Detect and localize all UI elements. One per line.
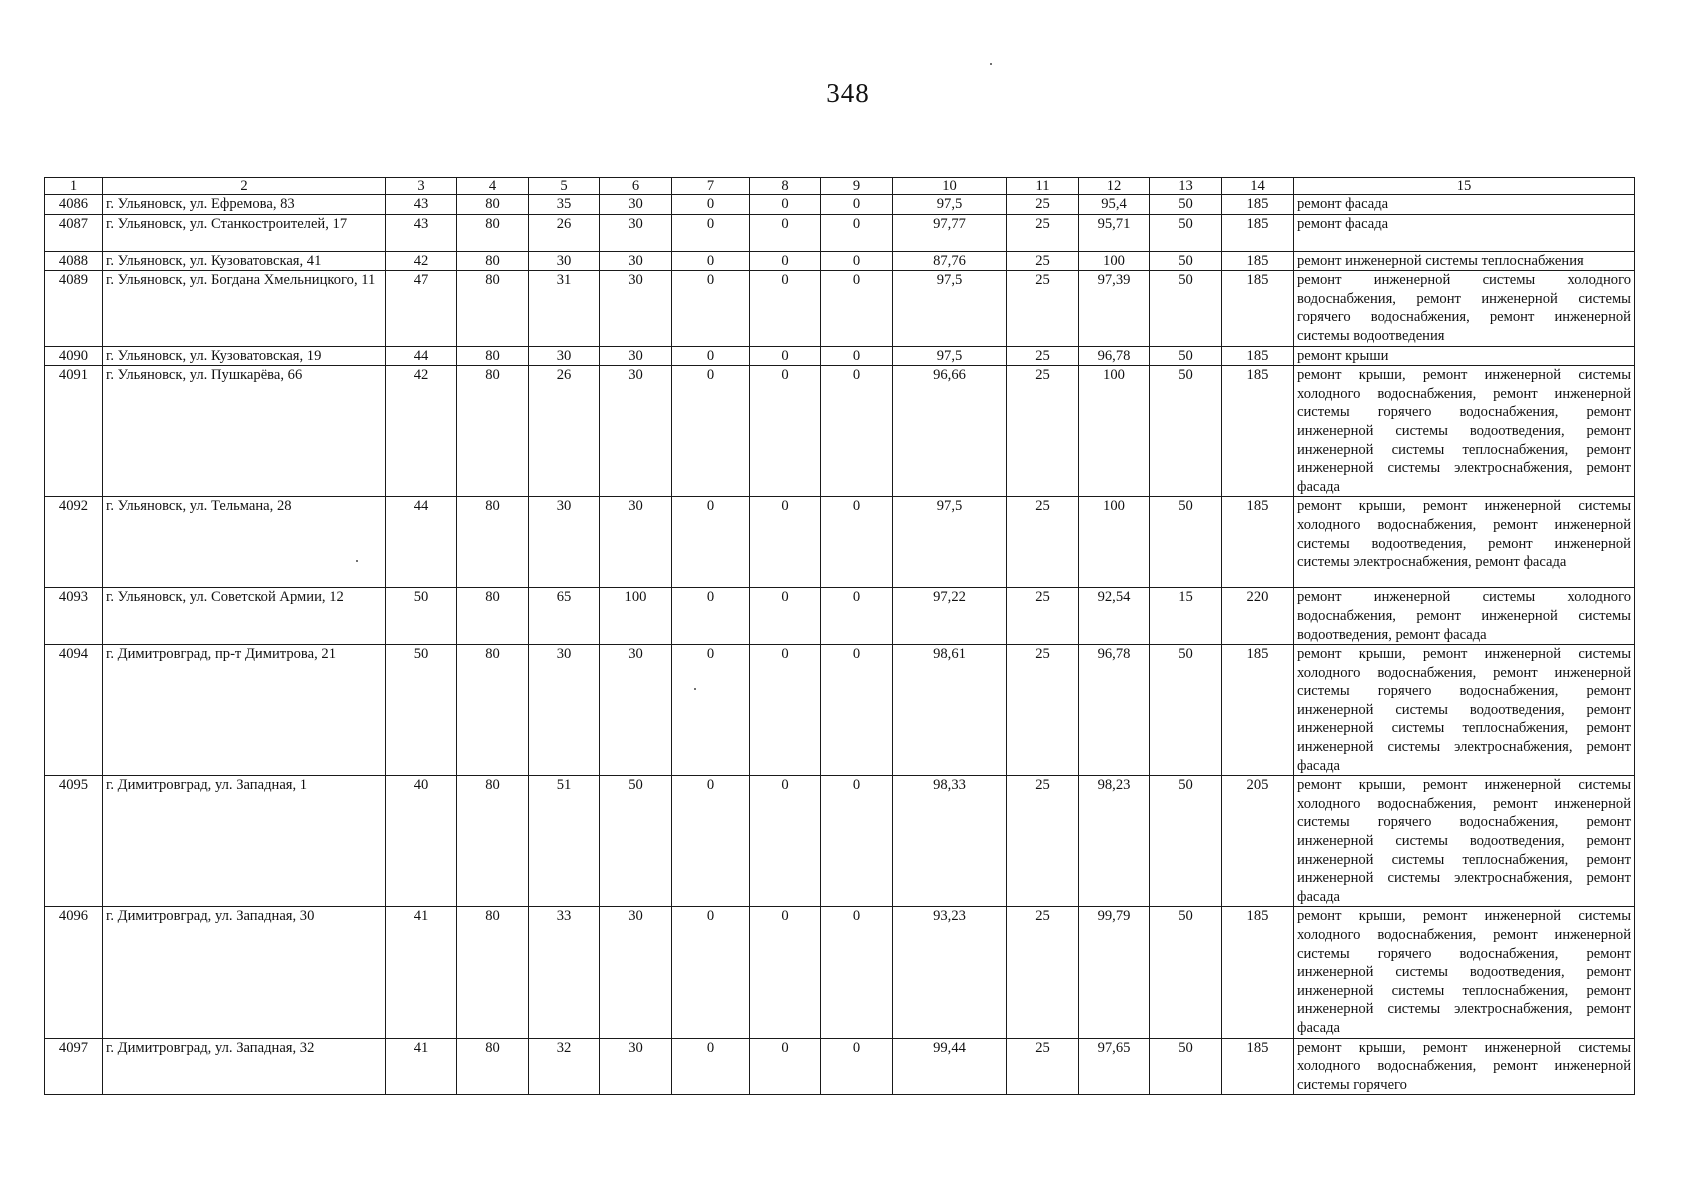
table-row bbox=[45, 776, 1635, 907]
value-cell: 0 bbox=[672, 366, 750, 497]
value-cell: 0 bbox=[821, 346, 893, 366]
value-cell: 98,61 bbox=[893, 645, 1007, 776]
value-cell: 185 bbox=[1222, 497, 1294, 588]
works-cell: ремонт крыши, ремонт инженерной системы холодного водоснабжения, ремонт инженерной системы горячего водоснабжения, ремонт инженерной системы водоотведения, ремонт инженерной системы теплоснабжения, ремонт инженерной системы электроснабжения, ремонт фасада bbox=[1294, 776, 1635, 907]
value-cell: 0 bbox=[672, 776, 750, 907]
value-cell: 0 bbox=[821, 776, 893, 907]
address-cell: г. Ульяновск, ул. Пушкарёва, 66 bbox=[103, 366, 386, 497]
value-cell: 96,78 bbox=[1079, 645, 1150, 776]
works-cell: ремонт крыши, ремонт инженерной системы холодного водоснабжения, ремонт инженерной системы горячего водоснабжения, ремонт инженерной системы водоотведения, ремонт инженерной системы теплоснабжения, ремонт инженерной системы электроснабжения, ремонт фасада bbox=[1294, 907, 1635, 1038]
value-cell: 50 bbox=[1150, 214, 1222, 251]
table-row bbox=[45, 195, 1635, 215]
works-cell: ремонт инженерной системы холодного водоснабжения, ремонт инженерной системы водоотведения, ремонт фасада bbox=[1294, 588, 1635, 645]
value-cell: 50 bbox=[1150, 1038, 1222, 1095]
value-cell: 25 bbox=[1007, 588, 1079, 645]
value-cell: 30 bbox=[600, 497, 672, 588]
value-cell: 30 bbox=[600, 195, 672, 215]
value-cell: 25 bbox=[1007, 271, 1079, 346]
value-cell: 0 bbox=[672, 214, 750, 251]
value-cell: 80 bbox=[457, 497, 529, 588]
header-cell: 9 bbox=[821, 178, 893, 195]
address-cell: г. Димитровград, ул. Западная, 30 bbox=[103, 907, 386, 1038]
row-number-cell: 4092 bbox=[45, 497, 103, 588]
repair-program-table bbox=[44, 177, 1635, 1095]
value-cell: 0 bbox=[750, 251, 821, 271]
value-cell: 0 bbox=[750, 214, 821, 251]
table-row bbox=[45, 588, 1635, 645]
value-cell: 30 bbox=[600, 214, 672, 251]
address-cell: г. Ульяновск, ул. Тельмана, 28 bbox=[103, 497, 386, 588]
value-cell: 97,5 bbox=[893, 195, 1007, 215]
value-cell: 97,5 bbox=[893, 346, 1007, 366]
works-cell: ремонт крыши bbox=[1294, 346, 1635, 366]
works-cell: ремонт крыши, ремонт инженерной системы холодного водоснабжения, ремонт инженерной системы горячего bbox=[1294, 1038, 1635, 1095]
value-cell: 44 bbox=[386, 497, 457, 588]
value-cell: 0 bbox=[821, 214, 893, 251]
row-number-cell: 4087 bbox=[45, 214, 103, 251]
header-cell: 5 bbox=[529, 178, 600, 195]
works-cell: ремонт инженерной системы теплоснабжения bbox=[1294, 251, 1635, 271]
address-cell: г. Димитровград, ул. Западная, 32 bbox=[103, 1038, 386, 1095]
header-cell: 8 bbox=[750, 178, 821, 195]
value-cell: 25 bbox=[1007, 645, 1079, 776]
value-cell: 80 bbox=[457, 588, 529, 645]
value-cell: 80 bbox=[457, 214, 529, 251]
value-cell: 80 bbox=[457, 346, 529, 366]
header-cell: 7 bbox=[672, 178, 750, 195]
value-cell: 97,39 bbox=[1079, 271, 1150, 346]
row-number-cell: 4097 bbox=[45, 1038, 103, 1095]
value-cell: 185 bbox=[1222, 907, 1294, 1038]
value-cell: 87,76 bbox=[893, 251, 1007, 271]
header-cell: 4 bbox=[457, 178, 529, 195]
value-cell: 0 bbox=[821, 251, 893, 271]
address-cell: г. Ульяновск, ул. Богдана Хмельницкого, 11 bbox=[103, 271, 386, 346]
value-cell: 0 bbox=[821, 588, 893, 645]
value-cell: 0 bbox=[750, 907, 821, 1038]
value-cell: 25 bbox=[1007, 195, 1079, 215]
value-cell: 185 bbox=[1222, 1038, 1294, 1095]
value-cell: 97,65 bbox=[1079, 1038, 1150, 1095]
value-cell: 51 bbox=[529, 776, 600, 907]
value-cell: 41 bbox=[386, 907, 457, 1038]
value-cell: 96,78 bbox=[1079, 346, 1150, 366]
row-number-cell: 4088 bbox=[45, 251, 103, 271]
value-cell: 31 bbox=[529, 271, 600, 346]
works-cell: ремонт крыши, ремонт инженерной системы холодного водоснабжения, ремонт инженерной системы горячего водоснабжения, ремонт инженерной системы водоотведения, ремонт инженерной системы теплоснабжения, ремонт инженерной системы электроснабжения, ремонт фасада bbox=[1294, 366, 1635, 497]
value-cell: 185 bbox=[1222, 271, 1294, 346]
value-cell: 0 bbox=[672, 588, 750, 645]
value-cell: 50 bbox=[1150, 346, 1222, 366]
value-cell: 80 bbox=[457, 776, 529, 907]
header-cell: 13 bbox=[1150, 178, 1222, 195]
value-cell: 205 bbox=[1222, 776, 1294, 907]
value-cell: 43 bbox=[386, 195, 457, 215]
table-row bbox=[45, 251, 1635, 271]
value-cell: 185 bbox=[1222, 346, 1294, 366]
address-cell: г. Димитровград, ул. Западная, 1 bbox=[103, 776, 386, 907]
value-cell: 100 bbox=[1079, 366, 1150, 497]
value-cell: 47 bbox=[386, 271, 457, 346]
value-cell: 0 bbox=[672, 1038, 750, 1095]
value-cell: 0 bbox=[750, 366, 821, 497]
value-cell: 40 bbox=[386, 776, 457, 907]
table-row bbox=[45, 907, 1635, 1038]
value-cell: 98,33 bbox=[893, 776, 1007, 907]
value-cell: 98,23 bbox=[1079, 776, 1150, 907]
value-cell: 0 bbox=[672, 645, 750, 776]
row-number-cell: 4095 bbox=[45, 776, 103, 907]
value-cell: 25 bbox=[1007, 497, 1079, 588]
value-cell: 92,54 bbox=[1079, 588, 1150, 645]
value-cell: 32 bbox=[529, 1038, 600, 1095]
header-cell: 12 bbox=[1079, 178, 1150, 195]
value-cell: 65 bbox=[529, 588, 600, 645]
table-row bbox=[45, 1038, 1635, 1095]
works-cell: ремонт фасада bbox=[1294, 195, 1635, 215]
value-cell: 0 bbox=[821, 645, 893, 776]
value-cell: 93,23 bbox=[893, 907, 1007, 1038]
value-cell: 50 bbox=[1150, 251, 1222, 271]
page-number: 348 bbox=[826, 78, 870, 108]
value-cell: 25 bbox=[1007, 346, 1079, 366]
header-cell: 2 bbox=[103, 178, 386, 195]
value-cell: 0 bbox=[821, 1038, 893, 1095]
value-cell: 0 bbox=[672, 195, 750, 215]
value-cell: 99,79 bbox=[1079, 907, 1150, 1038]
table-row bbox=[45, 366, 1635, 497]
value-cell: 0 bbox=[672, 346, 750, 366]
column-number-header-row bbox=[45, 178, 1635, 195]
value-cell: 185 bbox=[1222, 195, 1294, 215]
value-cell: 42 bbox=[386, 366, 457, 497]
value-cell: 44 bbox=[386, 346, 457, 366]
address-cell: г. Ульяновск, ул. Ефремова, 83 bbox=[103, 195, 386, 215]
header-cell: 11 bbox=[1007, 178, 1079, 195]
value-cell: 80 bbox=[457, 366, 529, 497]
value-cell: 0 bbox=[672, 907, 750, 1038]
value-cell: 96,66 bbox=[893, 366, 1007, 497]
value-cell: 185 bbox=[1222, 366, 1294, 497]
value-cell: 0 bbox=[672, 497, 750, 588]
works-cell: ремонт крыши, ремонт инженерной системы холодного водоснабжения, ремонт инженерной системы водоотведения, ремонт инженерной системы электроснабжения, ремонт фасада bbox=[1294, 497, 1635, 588]
table-row bbox=[45, 497, 1635, 588]
value-cell: 97,22 bbox=[893, 588, 1007, 645]
value-cell: 50 bbox=[1150, 366, 1222, 497]
value-cell: 25 bbox=[1007, 1038, 1079, 1095]
value-cell: 35 bbox=[529, 195, 600, 215]
row-number-cell: 4091 bbox=[45, 366, 103, 497]
table-row bbox=[45, 645, 1635, 776]
header-cell: 15 bbox=[1294, 178, 1635, 195]
value-cell: 0 bbox=[750, 195, 821, 215]
value-cell: 15 bbox=[1150, 588, 1222, 645]
address-cell: г. Ульяновск, ул. Советской Армии, 12 bbox=[103, 588, 386, 645]
value-cell: 0 bbox=[821, 907, 893, 1038]
value-cell: 97,77 bbox=[893, 214, 1007, 251]
value-cell: 80 bbox=[457, 271, 529, 346]
value-cell: 25 bbox=[1007, 214, 1079, 251]
value-cell: 0 bbox=[672, 271, 750, 346]
value-cell: 0 bbox=[821, 366, 893, 497]
value-cell: 97,5 bbox=[893, 497, 1007, 588]
value-cell: 26 bbox=[529, 214, 600, 251]
value-cell: 80 bbox=[457, 645, 529, 776]
value-cell: 30 bbox=[529, 346, 600, 366]
value-cell: 95,71 bbox=[1079, 214, 1150, 251]
row-number-cell: 4090 bbox=[45, 346, 103, 366]
value-cell: 30 bbox=[600, 346, 672, 366]
value-cell: 25 bbox=[1007, 251, 1079, 271]
value-cell: 220 bbox=[1222, 588, 1294, 645]
header-cell: 14 bbox=[1222, 178, 1294, 195]
value-cell: 185 bbox=[1222, 214, 1294, 251]
value-cell: 25 bbox=[1007, 366, 1079, 497]
value-cell: 0 bbox=[750, 776, 821, 907]
value-cell: 0 bbox=[821, 195, 893, 215]
value-cell: 30 bbox=[600, 645, 672, 776]
row-number-cell: 4086 bbox=[45, 195, 103, 215]
value-cell: 30 bbox=[600, 271, 672, 346]
header-cell: 10 bbox=[893, 178, 1007, 195]
scan-speck bbox=[990, 63, 992, 65]
value-cell: 80 bbox=[457, 1038, 529, 1095]
value-cell: 30 bbox=[529, 497, 600, 588]
value-cell: 50 bbox=[386, 588, 457, 645]
table-row bbox=[45, 346, 1635, 366]
value-cell: 41 bbox=[386, 1038, 457, 1095]
works-cell: ремонт инженерной системы холодного водоснабжения, ремонт инженерной системы горячего водоснабжения, ремонт инженерной системы водоотведения bbox=[1294, 271, 1635, 346]
value-cell: 30 bbox=[529, 645, 600, 776]
value-cell: 50 bbox=[1150, 195, 1222, 215]
value-cell: 80 bbox=[457, 251, 529, 271]
table-row bbox=[45, 271, 1635, 346]
value-cell: 30 bbox=[600, 1038, 672, 1095]
address-cell: г. Ульяновск, ул. Кузоватовская, 41 bbox=[103, 251, 386, 271]
address-cell: г. Ульяновск, ул. Станкостроителей, 17 bbox=[103, 214, 386, 251]
value-cell: 0 bbox=[750, 1038, 821, 1095]
value-cell: 0 bbox=[750, 645, 821, 776]
value-cell: 0 bbox=[750, 497, 821, 588]
value-cell: 30 bbox=[600, 366, 672, 497]
value-cell: 50 bbox=[1150, 271, 1222, 346]
header-cell: 1 bbox=[45, 178, 103, 195]
value-cell: 0 bbox=[750, 271, 821, 346]
value-cell: 30 bbox=[529, 251, 600, 271]
value-cell: 50 bbox=[386, 645, 457, 776]
value-cell: 100 bbox=[600, 588, 672, 645]
row-number-cell: 4094 bbox=[45, 645, 103, 776]
header-cell: 6 bbox=[600, 178, 672, 195]
works-cell: ремонт крыши, ремонт инженерной системы холодного водоснабжения, ремонт инженерной системы горячего водоснабжения, ремонт инженерной системы водоотведения, ремонт инженерной системы теплоснабжения, ремонт инженерной системы электроснабжения, ремонт фасада bbox=[1294, 645, 1635, 776]
value-cell: 0 bbox=[750, 346, 821, 366]
value-cell: 26 bbox=[529, 366, 600, 497]
value-cell: 50 bbox=[1150, 776, 1222, 907]
value-cell: 80 bbox=[457, 195, 529, 215]
value-cell: 30 bbox=[600, 907, 672, 1038]
value-cell: 43 bbox=[386, 214, 457, 251]
value-cell: 42 bbox=[386, 251, 457, 271]
value-cell: 100 bbox=[1079, 251, 1150, 271]
value-cell: 33 bbox=[529, 907, 600, 1038]
value-cell: 95,4 bbox=[1079, 195, 1150, 215]
value-cell: 50 bbox=[600, 776, 672, 907]
value-cell: 50 bbox=[1150, 497, 1222, 588]
table-row bbox=[45, 214, 1635, 251]
works-cell: ремонт фасада bbox=[1294, 214, 1635, 251]
address-cell: г. Димитровград, пр-т Димитрова, 21 bbox=[103, 645, 386, 776]
row-number-cell: 4093 bbox=[45, 588, 103, 645]
value-cell: 80 bbox=[457, 907, 529, 1038]
value-cell: 97,5 bbox=[893, 271, 1007, 346]
header-cell: 3 bbox=[386, 178, 457, 195]
value-cell: 185 bbox=[1222, 645, 1294, 776]
value-cell: 100 bbox=[1079, 497, 1150, 588]
row-number-cell: 4096 bbox=[45, 907, 103, 1038]
value-cell: 0 bbox=[672, 251, 750, 271]
value-cell: 185 bbox=[1222, 251, 1294, 271]
value-cell: 0 bbox=[821, 271, 893, 346]
address-cell: г. Ульяновск, ул. Кузоватовская, 19 bbox=[103, 346, 386, 366]
value-cell: 30 bbox=[600, 251, 672, 271]
value-cell: 0 bbox=[750, 588, 821, 645]
value-cell: 0 bbox=[821, 497, 893, 588]
value-cell: 25 bbox=[1007, 776, 1079, 907]
value-cell: 50 bbox=[1150, 645, 1222, 776]
row-number-cell: 4089 bbox=[45, 271, 103, 346]
value-cell: 25 bbox=[1007, 907, 1079, 1038]
value-cell: 50 bbox=[1150, 907, 1222, 1038]
value-cell: 99,44 bbox=[893, 1038, 1007, 1095]
